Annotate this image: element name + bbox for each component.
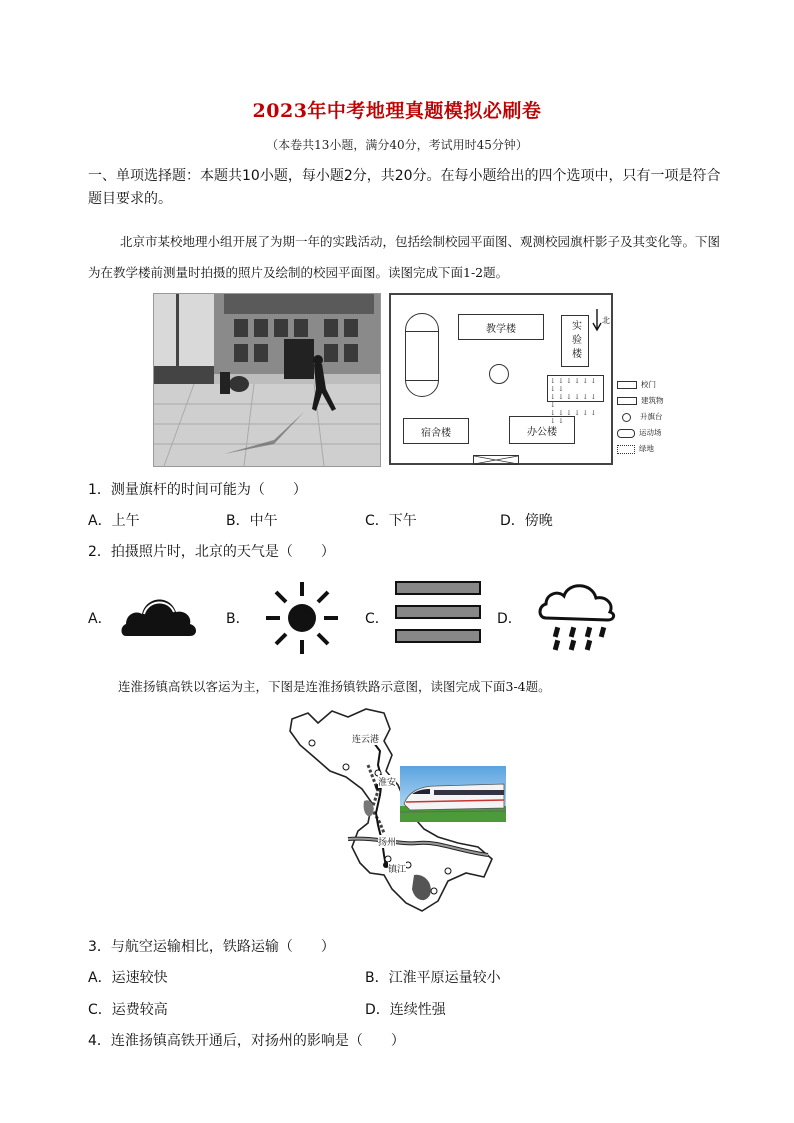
north-arrow-icon	[592, 309, 602, 331]
q2-option-c[interactable]: C．	[365, 611, 389, 627]
q1-option-d[interactable]: D．傍晚	[500, 513, 553, 529]
q2-option-b[interactable]: B．	[226, 611, 250, 627]
north-arrow	[592, 309, 610, 331]
sports-field	[405, 313, 439, 397]
flag-platform	[489, 364, 509, 384]
question-3: 3．与航空运输相比，铁路运输（ ）	[88, 939, 335, 955]
q1-option-a[interactable]: A．上午	[88, 513, 140, 529]
school-gate	[473, 455, 519, 465]
question-4: 4．连淮扬镇高铁开通后，对扬州的影响是（ ）	[88, 1033, 405, 1049]
plan-legend	[617, 377, 664, 457]
q1-option-c[interactable]: C．下午	[365, 513, 417, 529]
q1-option-b[interactable]: B．中午	[226, 513, 278, 529]
q2-option-d[interactable]: D．	[497, 611, 522, 627]
question-2: 2．拍摄照片时，北京的天气是（ ）	[88, 544, 335, 560]
school-photo	[153, 293, 381, 467]
campus-plan	[389, 293, 613, 465]
city-zhenjiang: 镇江	[388, 862, 406, 875]
legend-green: 绿地	[639, 444, 654, 453]
dorm-building: 宿舍楼	[403, 418, 469, 444]
q3-option-d[interactable]: D．连续性强	[365, 1002, 446, 1018]
section-heading: 一、单项选择题：本题共10小题，每小题2分，共20分。在每小题给出的四个选项中，只有一项是符合题目要求的。	[88, 168, 721, 207]
passage-1: 北京市某校地理小组开展了为期一年的实践活动，包括绘制校园平面图、观测校园旗杆影子及其变化等。下图为在教学楼前测量时拍摄的照片及绘制的校园平面图。读图完成下面1-2题。	[88, 234, 721, 280]
teaching-building: 教学楼	[458, 314, 544, 340]
q3-option-a[interactable]: A．运速较快	[88, 970, 168, 986]
lab-building: 实验楼	[561, 315, 589, 367]
office-building: 办公楼	[509, 416, 575, 444]
question-1: 1．测量旗杆的时间可能为（ ）	[88, 482, 307, 498]
city-lianyungang: 连云港	[352, 732, 379, 745]
north-label: 北	[602, 316, 610, 325]
legend-gate: 校门	[641, 380, 656, 389]
passage-2: 连淮扬镇高铁以客运为主，下图是连淮扬镇铁路示意图，读图完成下面3-4题。	[118, 679, 551, 694]
page-subtitle: （本卷共13小题，满分40分，考试用时45分钟）	[266, 138, 528, 152]
railway-map	[288, 705, 506, 920]
q3-option-b[interactable]: B．江淮平原运量较小	[365, 970, 501, 986]
q3-option-c[interactable]: C．运费较高	[88, 1002, 168, 1018]
green-area: ↓ ↓ ↓ ↓ ↓ ↓ ↓ ↓ ↓ ↓ ↓ ↓ ↓ ↓ ↓ ↓ ↓ ↓ ↓ ↓ ↓ ↓ ↓	[547, 375, 604, 402]
rain-icon	[536, 580, 618, 652]
high-speed-train-image	[400, 766, 506, 822]
city-yangzhou: 扬州	[378, 835, 396, 848]
legend-flag: 升旗台	[640, 412, 663, 421]
legend-building: 建筑物	[641, 396, 664, 405]
page-title: 2023年中考地理真题模拟必刷卷	[252, 100, 542, 122]
q2-option-a[interactable]: A．	[88, 611, 112, 627]
fog-icon	[395, 581, 483, 647]
cloudy-icon	[118, 590, 198, 640]
city-huaian: 淮安	[378, 775, 396, 788]
legend-field: 运动场	[639, 428, 662, 437]
sunny-icon	[262, 578, 342, 658]
